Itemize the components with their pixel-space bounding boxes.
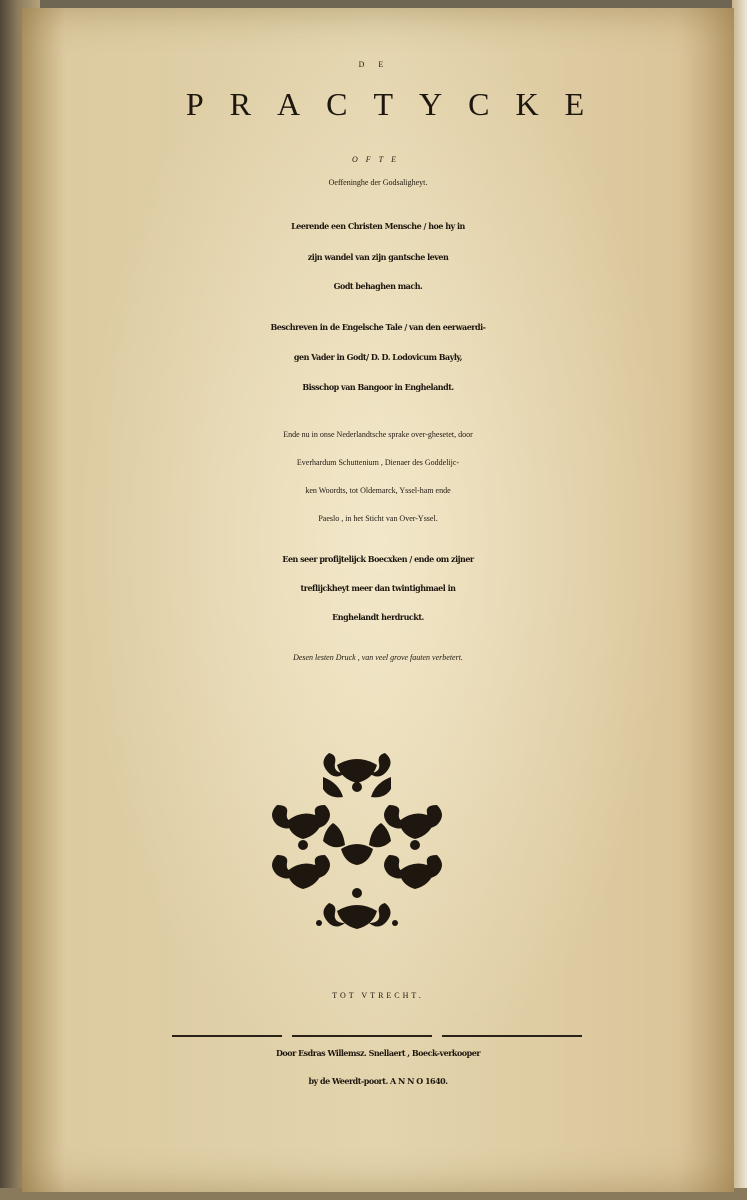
praise-line: Een seer profijtelijck Boecxken / ende om zijner [282,554,474,564]
imprint-line: Door Esdras Willemsz. Snellaert , Boeck-verkooper [275,1048,481,1058]
imprint-line: by de Weerdt-poort. A N N O 1640. [308,1076,448,1086]
fleuron-middle [323,823,391,865]
fleuron-left-lower [272,855,330,889]
subtitle: Oeffeninghe der Godsaligheyt. [328,178,428,187]
author-line: gen Vader in Godt/ D. D. Lodovicum Bayly, [293,352,463,362]
fleuron-bottom [316,888,398,929]
description-line: zijn wandel van zijn gantsche leven [307,252,449,262]
title-page [22,8,734,1192]
printer-fleuron-ornament-icon [237,743,477,943]
translator-line: Ende nu in onse Nederlandtsche sprake over-ghesetet, door [283,430,473,439]
divider-rule [172,1035,282,1037]
translator-line: Paeslo , in het Sticht van Over-Yssel. [318,514,438,523]
author-line: Bisschop van Bangoor in Enghelandt. [302,382,454,392]
place-of-printing: TOT VTRECHT. [332,991,424,1000]
divider-rule [442,1035,582,1037]
praise-line: Enghelandt herdruckt. [332,612,424,622]
description-line: Leerende een Christen Mensche / hoe hy in [291,221,465,231]
translator-line: ken Woordts, tot Oldemarck, Yssel-ham ende [305,486,451,495]
fleuron-right-upper [384,805,442,850]
translator-line: Everhardum Schuttenium , Dienaer des Goddelijc- [296,458,460,467]
fleuron-top [323,753,391,797]
page-edge [732,0,747,1200]
title-prefix: DE [358,60,398,69]
praise-line: treflijckheyt meer dan twintighmael in [300,583,456,593]
title-conjunction: OFTE [352,155,404,164]
edition-note: Desen lesten Druck , van veel grove fauten verbetert. [293,653,463,662]
main-title: PRACTYCKE [185,86,611,122]
description-line: Godt behaghen mach. [333,281,423,291]
fleuron-right-lower [384,855,442,889]
fleuron-left-upper [272,805,330,850]
divider-rule [292,1035,432,1037]
author-line: Beschreven in de Engelsche Tale / van den eerwaerdi- [270,322,486,332]
